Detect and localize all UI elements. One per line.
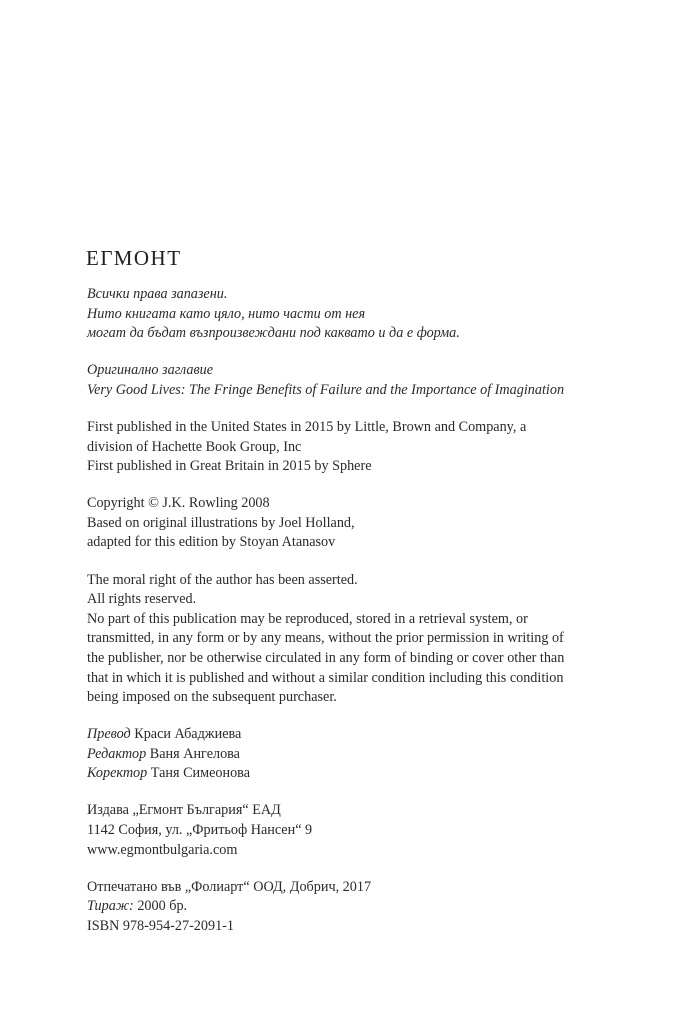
copyright-line: Based on original illustrations by Joel Holland, xyxy=(87,514,355,531)
rights-en-line: being imposed on the subsequent purchaser. xyxy=(87,689,337,706)
credit-name: Краси Абаджиева xyxy=(134,726,242,743)
printing-info xyxy=(87,878,677,937)
isbn: ISBN 978-954-27-2091-1 xyxy=(87,917,234,934)
publisher-address: 1142 София, ул. „Фритьоф Нансен“ 9 xyxy=(87,822,313,839)
print-run xyxy=(87,897,677,917)
credit-translator xyxy=(87,725,677,745)
rights-en-line: that in which it is published and without a similar condition including this condition xyxy=(87,669,564,686)
rights-en-line: No part of this publication may be reproduced, stored in a retrieval system, or xyxy=(87,610,528,627)
publisher-name: Издава „Егмонт България“ ЕАД xyxy=(87,802,281,819)
publication-line: First published in Great Britain in 2015 by Sphere xyxy=(87,458,372,475)
credit-editor xyxy=(87,745,677,765)
rights-bg-line: Всички права запазени. xyxy=(87,286,228,302)
rights-en-line: The moral right of the author has been asserted. xyxy=(87,571,358,588)
credits-block xyxy=(87,725,677,784)
credit-role: Превод xyxy=(87,726,131,743)
credit-proofreader xyxy=(87,764,677,784)
publication-line: division of Hachette Book Group, Inc xyxy=(87,438,302,455)
rights-en-line: All rights reserved. xyxy=(87,591,197,608)
rights-notice-bg xyxy=(87,285,677,344)
original-title-block xyxy=(87,361,677,400)
rights-bg-line: Нито книгата като цяло, нито части от нея xyxy=(87,305,366,322)
rights-bg-line: могат да бъдат възпроизвеждани под каквато и да е форма. xyxy=(87,325,460,342)
publication-history xyxy=(87,418,677,477)
rights-en-line: transmitted, in any form or by any means, without the prior permission in writing of xyxy=(87,630,564,647)
rights-en-line: the publisher, nor be otherwise circulated in any form of binding or cover other than xyxy=(87,649,565,666)
publisher-logo: ЕГМОНТ xyxy=(86,246,182,270)
publisher-info xyxy=(87,801,677,860)
copyright-line: adapted for this edition by Stoyan Atanasov xyxy=(87,534,336,551)
original-title-label: Оригинално заглавие xyxy=(87,362,214,379)
printer-line: Отпечатано във „Фолиарт“ ООД, Добрич, 2017 xyxy=(87,878,372,895)
print-run-value: 2000 бр. xyxy=(137,898,188,915)
credit-role: Коректор xyxy=(87,765,148,782)
publication-line: First published in the United States in 2015 by Little, Brown and Company, a xyxy=(87,418,527,435)
original-title: Very Good Lives: The Fringe Benefits of Failure and the Importance of Imagination xyxy=(87,381,565,398)
copyright-page xyxy=(87,246,677,954)
credit-name: Ваня Ангелова xyxy=(149,745,240,762)
credit-role: Редактор xyxy=(87,745,147,762)
print-run-label: Тираж: xyxy=(87,898,134,915)
credit-name: Таня Симеонова xyxy=(150,765,250,782)
publisher-website: www.egmontbulgaria.com xyxy=(87,841,238,858)
rights-notice-en xyxy=(87,571,677,708)
copyright-line: Copyright © J.K. Rowling 2008 xyxy=(87,495,270,512)
copyright-block xyxy=(87,494,677,553)
